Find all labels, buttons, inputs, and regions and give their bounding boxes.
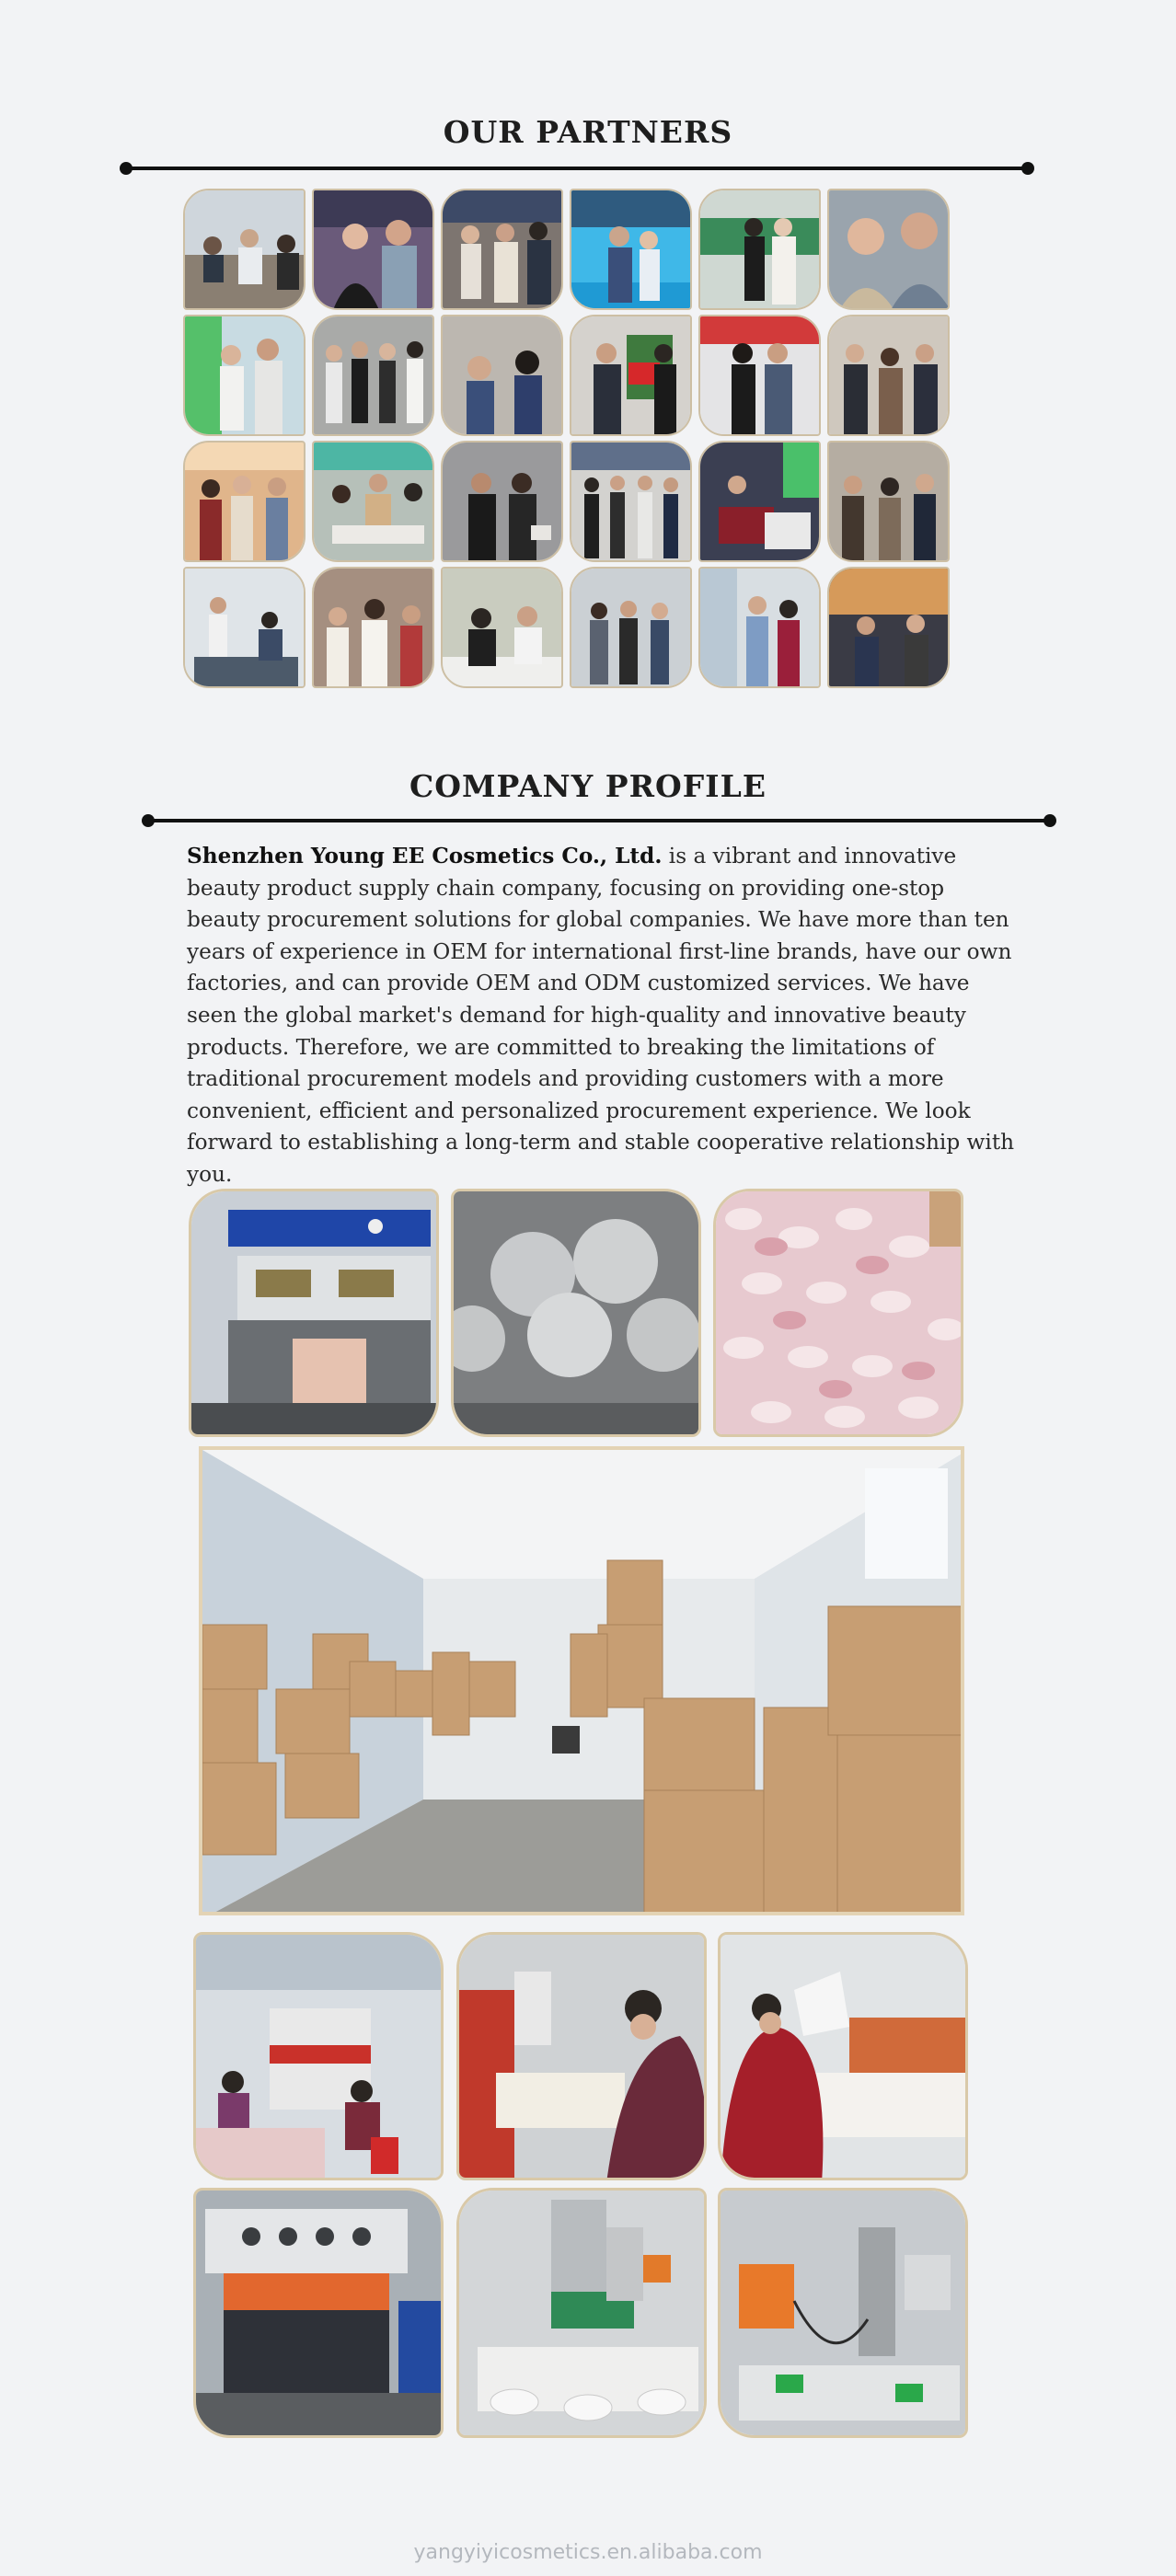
factory-photo-molds[interactable] bbox=[451, 1189, 701, 1437]
partner-photo[interactable] bbox=[183, 567, 306, 688]
footer-watermark: yangyiyicosmetics.en.alibaba.com bbox=[413, 2541, 763, 2564]
factory-photo-puffs[interactable] bbox=[713, 1189, 963, 1437]
partner-photo[interactable] bbox=[441, 441, 563, 562]
partner-photo[interactable] bbox=[312, 567, 434, 688]
partner-photo[interactable] bbox=[570, 189, 692, 310]
factory-photo-press-machine[interactable] bbox=[193, 2188, 444, 2438]
partner-photo[interactable] bbox=[570, 441, 692, 562]
profile-divider bbox=[148, 819, 1050, 822]
partner-photo[interactable] bbox=[698, 315, 821, 436]
partner-photo[interactable] bbox=[312, 315, 434, 436]
partner-photo[interactable] bbox=[570, 315, 692, 436]
partner-photo[interactable] bbox=[183, 441, 306, 562]
factory-photo-workshop[interactable] bbox=[193, 1932, 444, 2180]
factory-photo-worker-cutting[interactable] bbox=[718, 1932, 968, 2180]
partners-divider bbox=[126, 167, 1028, 170]
partner-photo[interactable] bbox=[827, 441, 950, 562]
partner-photo[interactable] bbox=[827, 189, 950, 310]
partner-photo[interactable] bbox=[312, 441, 434, 562]
partners-title: OUR PARTNERS bbox=[443, 114, 733, 150]
partner-photo[interactable] bbox=[698, 189, 821, 310]
partner-photo[interactable] bbox=[183, 315, 306, 436]
partner-photo[interactable] bbox=[312, 189, 434, 310]
factory-photo-machine[interactable] bbox=[189, 1189, 439, 1437]
partners-photo-grid bbox=[183, 189, 950, 688]
factory-photo-worker-fabric[interactable] bbox=[456, 1932, 707, 2180]
partner-photo[interactable] bbox=[441, 567, 563, 688]
partner-photo[interactable] bbox=[441, 315, 563, 436]
partner-photo[interactable] bbox=[183, 189, 306, 310]
company-description: is a vibrant and innovative beauty product supply chain company, focusing on providing one-stop beauty procurement solutions for global companies. We have more than ten years of experience in OEM for international first-line brands, have our own factories, and can provide OEM and ODM customized services. We have seen the global market's demand for high-quality and innovative beauty products. Therefore, we are committed to breaking the limitations of traditional procurement models and providing customers with a more convenient, efficient and personalized procurement experience. We look forward to establishing a long-term and stable cooperative relationship with you. bbox=[187, 844, 1015, 1187]
partner-photo[interactable] bbox=[827, 315, 950, 436]
profile-title: COMPANY PROFILE bbox=[409, 768, 767, 804]
factory-photo-molding-station[interactable] bbox=[456, 2188, 707, 2438]
partner-photo[interactable] bbox=[441, 189, 563, 310]
profile-paragraph bbox=[187, 841, 1015, 1191]
partner-photo[interactable] bbox=[570, 567, 692, 688]
partner-photo[interactable] bbox=[827, 567, 950, 688]
warehouse-photo[interactable] bbox=[199, 1446, 964, 1915]
factory-photo-production-line[interactable] bbox=[718, 2188, 968, 2438]
partner-photo[interactable] bbox=[698, 567, 821, 688]
partner-photo[interactable] bbox=[698, 441, 821, 562]
company-name: Shenzhen Young EE Cosmetics Co., Ltd. bbox=[187, 844, 663, 868]
